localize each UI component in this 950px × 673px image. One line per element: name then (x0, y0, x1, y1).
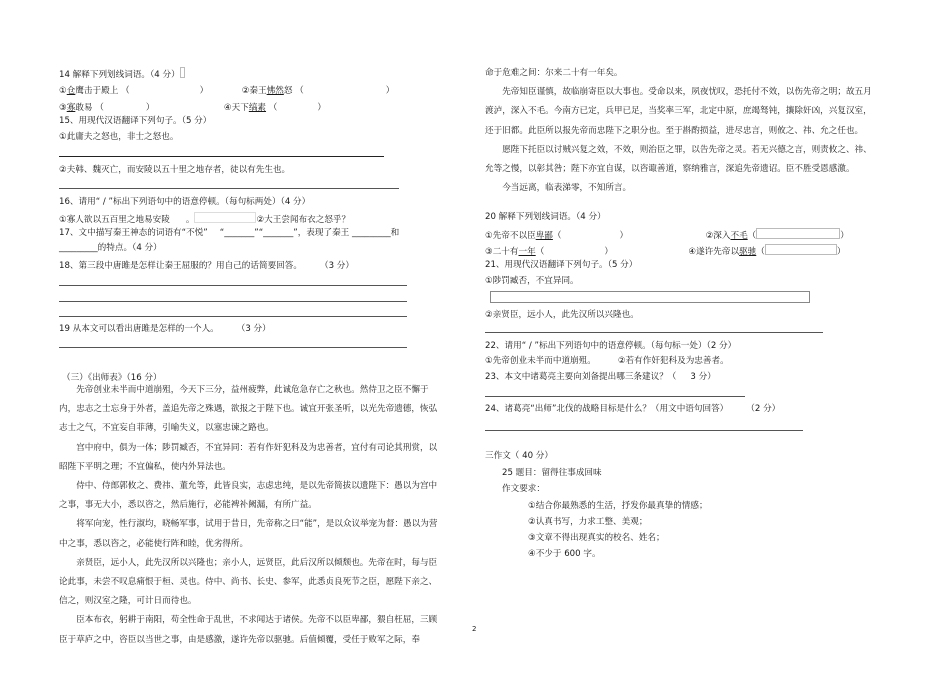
answer-line (59, 285, 407, 286)
q14-items-2: ③寡敢易 （ ） ④天下缟素 （ ） (59, 103, 326, 113)
q14-title: 14 解释下列划线词语。（4 分） (59, 67, 185, 81)
answer-box (490, 291, 810, 303)
answer-line (59, 347, 407, 348)
paragraph: 命于危难之间：尔来二十有一年矣。 (485, 68, 623, 78)
essay-requirement: ①结合你最熟悉的生活，抒发你最真挚的情感； (528, 501, 708, 511)
q16-sentences: ①寡人欲以五百里之地易安陵 。 ②大王尝闻布衣之怒乎？ (59, 212, 350, 226)
answer-line (59, 156, 384, 157)
paragraph: 亲贤臣，远小人，此先汉所以兴隆也；亲小人，远贤臣，此后汉所以倾颓也。先帝在时，每与臣论此事，未尝不叹息痛恨于桓、灵也。侍中、尚书、长史、参军，此悉贞良死节之臣，愿陛下亲之、信之，则汉室之隆，可计日而待也。 (59, 557, 438, 607)
q20-title: 20 解释下列划线词语。（4 分） (485, 212, 606, 222)
answer-line (485, 430, 803, 431)
q18-title: 18、第三段中唐雎是怎样让秦王屈服的？用自己的话简要回答。 （3 分） (59, 261, 354, 271)
q21-sentence-2: ②亲贤臣，远小人，此先汉所以兴隆也。 (485, 310, 639, 320)
essay-requirement: ③文章不得出现真实的校名、姓名； (528, 533, 665, 543)
q16-title: 16、请用“ / ”标出下列语句中的语意停顿。（每句标两处）（4 分） (59, 197, 311, 207)
paragraph: 先帝创业未半而中道崩殂，今天下三分，益州疲弊，此诚危急存亡之秋也。然侍卫之臣不懈于内，忠志之士忘身于外者，盖追先帝之殊遇，欲报之于陛下也。诚宜开张圣听，以光先帝遗德，恢弘志士之气，不宜妄自菲薄，引喻失义，以塞忠谏之路也。 (59, 385, 438, 434)
essay-heading: 三作文（ 40 分） (485, 451, 553, 461)
section-3-title: （三）《出师表》（16 分） (62, 373, 162, 383)
answer-line (485, 396, 745, 397)
paragraph: 先帝知臣谨慎，故临崩寄臣以大事也。受命以来，夙夜忧叹，恐托付不效，以伤先帝之明；故五月渡泸，深入不毛。今南方已定，兵甲已足，当奖率三军，北定中原，庶竭驽钝，攘除奸凶，兴复汉室，还于旧都。此臣所以报先帝而忠陛下之职分也。至于斟酌损益，进尽忠言，则攸之、祎、允之任也。 (485, 87, 872, 136)
q20-items-1: ①先帝不以臣卑鄙（ ） ②深入不毛（ ） (485, 228, 849, 242)
paragraph: 臣本布衣，躬耕于南阳，苟全性命于乱世，不求闻达于诸侯。先帝不以臣卑鄙，猥自枉屈，三顾臣于草庐之中，咨臣以当世之事，由是感激，遂许先帝以驱驰。后值倾覆，受任于败军之际，奉 (59, 615, 438, 645)
q19-title: 19 从本文可以看出唐雎是怎样的一个人。 （3 分） (59, 324, 271, 334)
q17-line-2: _________的特点。（4 分） (59, 243, 162, 253)
q22-sentences: ①先帝创业未半而中道崩殂。 ②若有作奸犯科及为忠善者。 (485, 356, 729, 366)
paragraph: 将军向宠，性行淑均，晓畅军事，试用于昔日，先帝称之曰“能”，是以众议举宠为督：愚以为营中之事，悉以咨之，必能使行阵和睦，优劣得所。 (59, 519, 438, 549)
essay-requirements-label: 作文要求： (502, 484, 545, 494)
paragraph: 愿陛下托臣以讨贼兴复之效，不效，则治臣之罪，以告先帝之灵。若无兴德之言，则责攸之、祎、允等之慢，以彰其咎；陛下亦宜自谋，以咨诹善道，察纳雅言，深追先帝遗诏。臣不胜受恩感激。 (485, 144, 872, 175)
q15-sentence-1: ①此庸夫之怒也，非士之怒也。 (59, 132, 179, 142)
paragraph: 宫中府中，俱为一体；陟罚臧否，不宜异同：若有作奸犯科及为忠善者，宜付有司论其刑赏，以昭陛下平明之理；不宜偏私，使内外异法也。 (59, 442, 438, 472)
answer-line (59, 301, 407, 302)
essay-requirement: ②认真书写，力求工整、美观； (528, 517, 648, 527)
answer-line (59, 188, 399, 189)
q21-title: 21、用现代汉语翻译下列句子。（5 分） (485, 260, 638, 270)
q20-items-2: ③二十有一年（ ） ④遂许先帝以驱驰（ ） (485, 244, 845, 258)
q21-sentence-1: ①陟罚臧否，不宜异同。 (485, 276, 579, 286)
q24-title: 24、诸葛亮“出师”北伐的战略目标是什么？（用文中语句回答） （2 分） (485, 404, 781, 414)
essay-topic: 25 题目：留得往事成回味 (502, 468, 602, 478)
page-number: 2 (472, 625, 477, 633)
q14-items-1: ①仓鹰击于殿上 （ ） ②秦王怫然怒 （ ） (59, 86, 395, 96)
q17-line-1: 17、文中描写秦王神态的词语有“不悦” “_______”“_______”，表现了秦王 _________和 (59, 228, 400, 238)
essay-requirement: ④不少于 600 字。 (528, 549, 601, 559)
q22-title: 22、请用“ / ”标出下列语句中的语意停顿。（每句标一处）（2 分） (485, 341, 737, 351)
q15-sentence-2: ②夫韩、魏灭亡，而安陵以五十里之地存者，徒以有先生也。 (59, 165, 291, 175)
answer-line (485, 332, 823, 333)
passage-left (59, 381, 444, 650)
passage-right (485, 64, 877, 198)
paragraph: 今当远离，临表涕零，不知所言。 (502, 183, 632, 194)
q23-title: 23、本文中诸葛亮主要向刘备提出哪三条建议？（ 3 分） (485, 372, 716, 382)
answer-line (59, 316, 407, 317)
paragraph: 侍中、侍郎郭攸之、费祎、董允等，此皆良实，志虑忠纯，是以先帝简拔以遗陛下：愚以为宫中之事，事无大小，悉以咨之，然后施行，必能裨补阙漏，有所广益。 (59, 481, 438, 511)
q15-title: 15、用现代汉语翻译下列句子。（5 分） (59, 116, 212, 126)
